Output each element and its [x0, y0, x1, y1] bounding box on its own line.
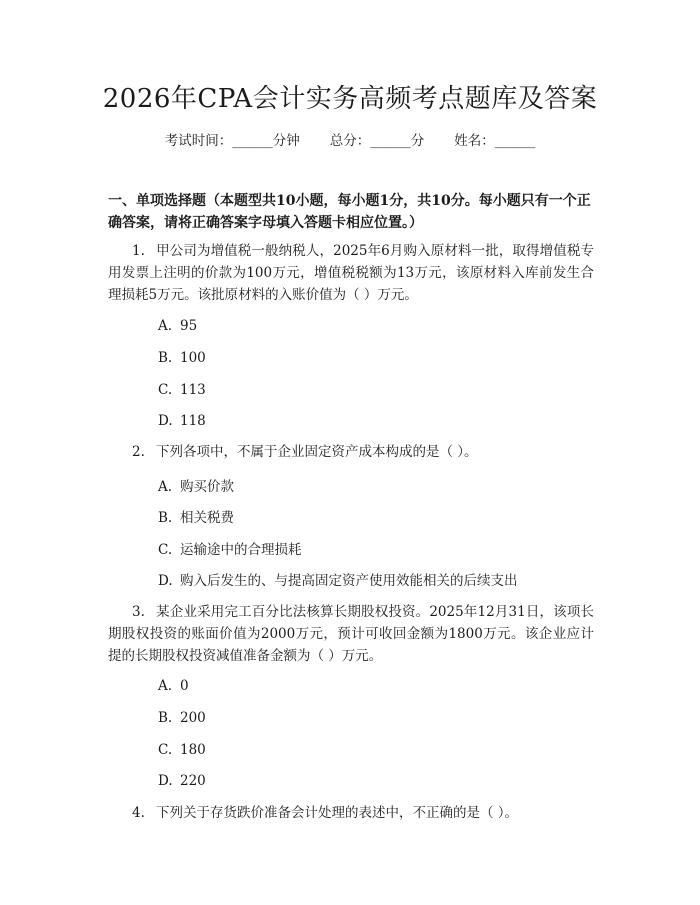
question-3-option-a: A. 0	[158, 678, 189, 694]
page-title: 2026年CPA会计实务高频考点题库及答案	[102, 84, 598, 114]
question-text: 下列各项中，不属于企业固定资产成本构成的是（ ）。	[156, 444, 478, 460]
exam-time-field: 考试时间：______分钟	[164, 133, 300, 149]
question-1-option-d: D. 118	[158, 413, 206, 429]
total-score-field: 总分：______分	[329, 133, 425, 149]
question-2-option-b: B. 相关税费	[158, 510, 234, 526]
question-3	[108, 601, 594, 667]
exam-meta	[0, 131, 700, 151]
question-number: 4.	[132, 805, 145, 821]
question-2	[108, 441, 594, 463]
question-2-option-d: D. 购入后发生的、与提高固定资产使用效能相关的后续支出	[158, 573, 518, 589]
name-field: 姓名：______	[454, 133, 536, 149]
question-3-option-b: B. 200	[158, 710, 206, 726]
question-2-option-a: A. 购买价款	[158, 479, 234, 495]
question-text: 下列关于存货跌价准备会计处理的表述中，不正确的是（ ）。	[156, 805, 519, 821]
question-number: 3.	[132, 604, 145, 620]
question-number: 2.	[132, 444, 145, 460]
question-1-option-a: A. 95	[158, 318, 198, 334]
question-2-option-c: C. 运输途中的合理损耗	[158, 542, 302, 558]
question-text: 某企业采用完工百分比法核算长期股权投资。2025年12月31日，该项长期股权投资的账面价值为2000万元，预计可收回金额为1800万元。该企业应计提的长期股权投资减值准备金额为（ ）万元。	[108, 604, 594, 664]
question-1-option-b: B. 100	[158, 350, 206, 366]
question-1-option-c: C. 113	[158, 382, 206, 398]
question-number: 1.	[132, 243, 145, 259]
section-heading: 一、单项选择题（本题型共10小题，每小题1分，共10分。每小题只有一个正确答案，请将正确答案字母填入答题卡相应位置。）	[108, 193, 591, 231]
question-3-option-d: D. 220	[158, 773, 206, 789]
question-1	[108, 240, 594, 306]
question-4	[108, 802, 594, 824]
question-text: 甲公司为增值税一般纳税人，2025年6月购入原材料一批，取得增值税专用发票上注明的价款为100万元，增值税税额为13万元，该原材料入库前发生合理损耗5万元。该批原材料的入账价值为（ ）万元。	[108, 243, 594, 303]
question-3-option-c: C. 180	[158, 742, 206, 758]
